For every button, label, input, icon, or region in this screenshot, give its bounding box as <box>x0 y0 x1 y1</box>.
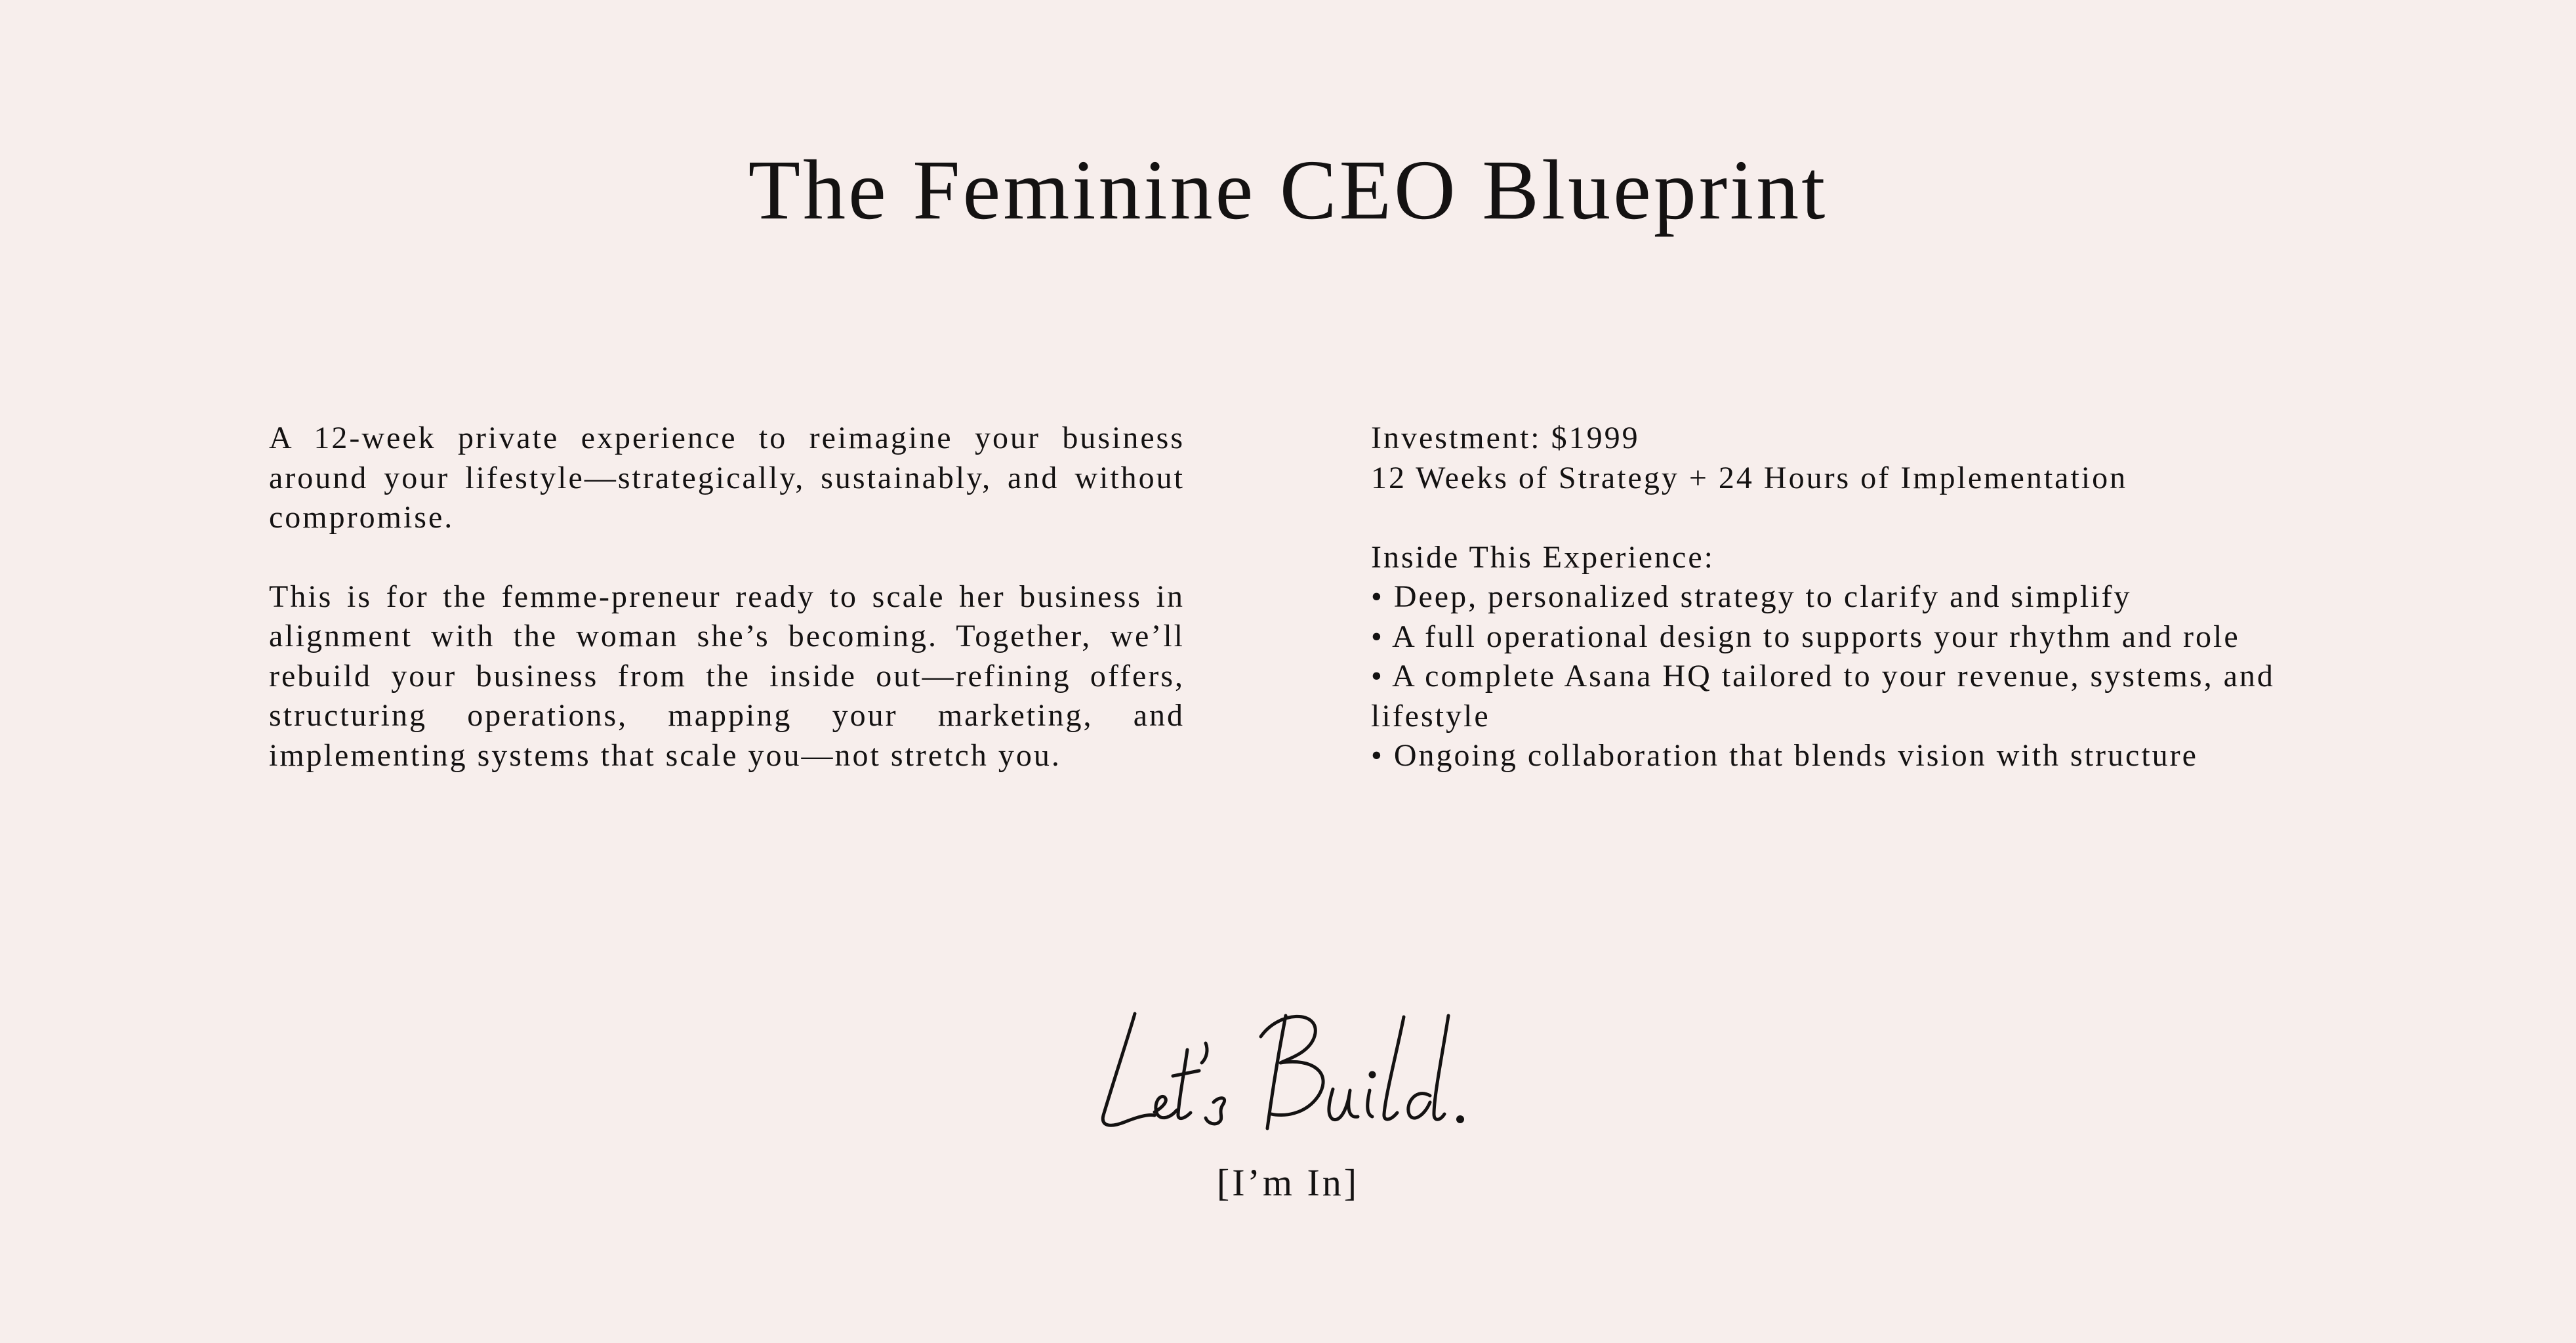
feature-list <box>1371 577 2394 776</box>
description-paragraph-1: A 12-week private experience to reimagine your business around your lifestyle—strategically, sustainably, and without compromise. <box>269 421 1185 535</box>
feature-item: • Ongoing collaboration that blends vision with structure <box>1371 736 2394 776</box>
investment-price: Investment: $1999 <box>1371 421 1640 455</box>
description-paragraph-2: This is for the femme-preneur ready to scale her business in alignment with the woman she’s becoming. Together, we’ll rebuild your business from the inside out—refining offers, structuring operations, mapping your marketing, and implementing systems that scale you—not stretch you. <box>269 579 1185 773</box>
cta-container <box>0 1160 2576 1206</box>
inside-heading: Inside This Experience: <box>1371 539 1715 575</box>
spacer <box>1371 498 2394 538</box>
im-in-button[interactable]: [I’m In] <box>1216 1161 1360 1204</box>
feature-item: • A full operational design to supports your rhythm and role <box>1371 617 2394 657</box>
feature-item: • Deep, personalized strategy to clarify and simplify <box>1371 577 2394 617</box>
program-duration: 12 Weeks of Strategy + 24 Hours of Implementation <box>1371 460 2128 495</box>
program-description <box>269 419 1185 815</box>
offer-details <box>1371 419 2394 776</box>
lets-build-signature <box>1089 997 1496 1142</box>
page-title: The Feminine CEO Blueprint <box>748 143 1828 238</box>
feature-item: • A complete Asana HQ tailored to your revenue, systems, and lifestyle <box>1371 657 2394 736</box>
